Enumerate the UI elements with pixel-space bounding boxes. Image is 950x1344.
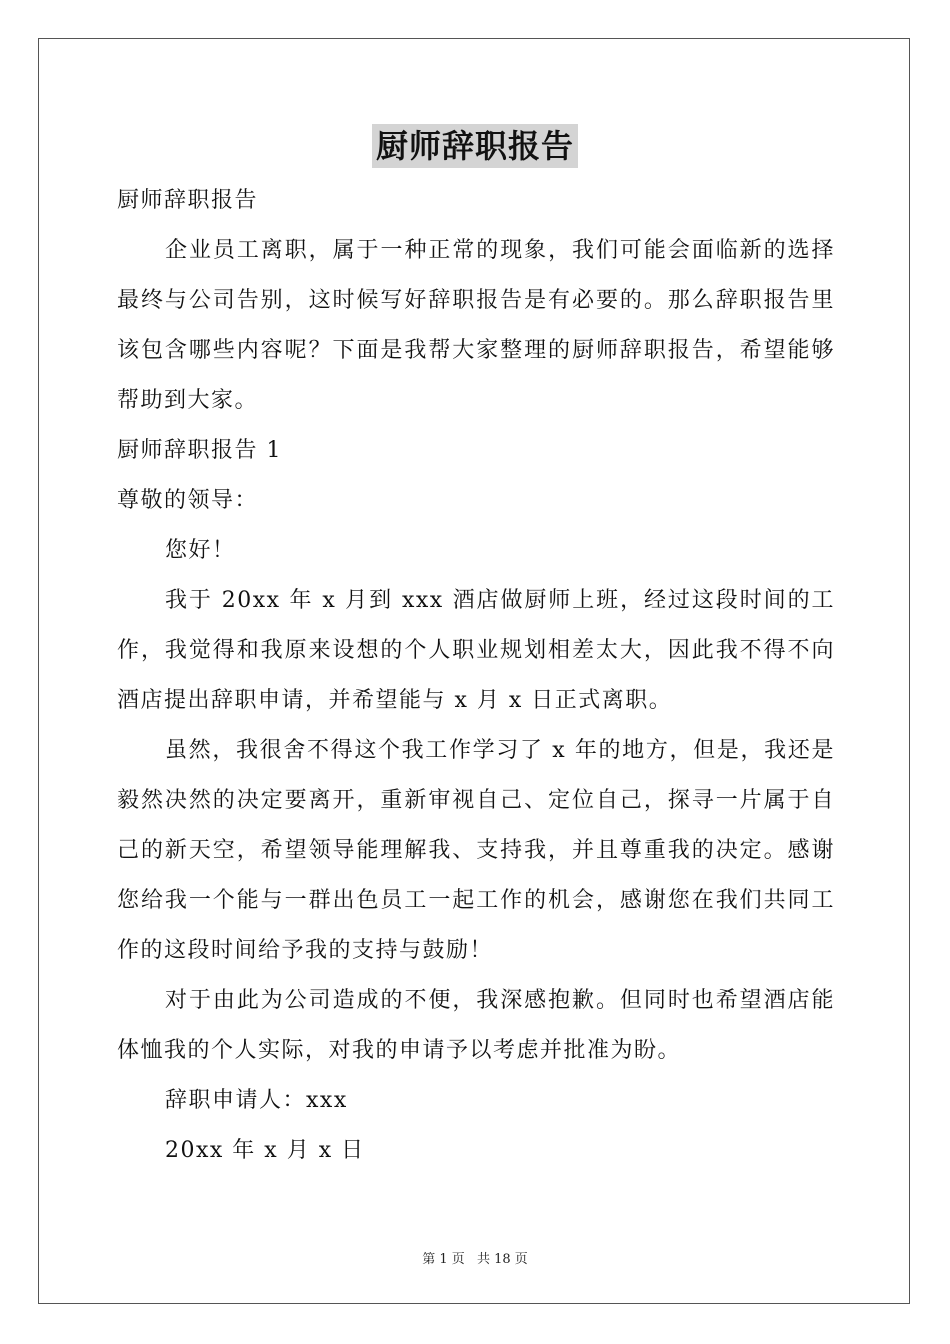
paragraph: 对于由此为公司造成的不便，我深感抱歉。但同时也希望酒店能体恤我的个人实际，对我的申请予以考虑并批准为盼。 bbox=[117, 988, 835, 1063]
paragraph: 辞职申请人：xxx bbox=[165, 1088, 348, 1113]
document-body bbox=[117, 176, 835, 1176]
paragraph: 厨师辞职报告 1 bbox=[117, 438, 282, 463]
paragraph: 企业员工离职，属于一种正常的现象，我们可能会面临新的选择最终与公司告别，这时候写好辞职报告是有必要的。那么辞职报告里该包含哪些内容呢？下面是我帮大家整理的厨师辞职报告，希望能够帮助到大家。 bbox=[117, 238, 835, 413]
paragraph: 20xx 年 x 月 x 日 bbox=[165, 1138, 365, 1163]
page-total: 共 18 页 bbox=[476, 1252, 528, 1267]
paragraph: 我于 20xx 年 x 月到 xxx 酒店做厨师上班，经过这段时间的工作，我觉得和我原来设想的个人职业规划相差太大，因此我不得不向酒店提出辞职申请，并希望能与 x 月 x 日正式离职。 bbox=[117, 588, 835, 713]
paragraph: 尊敬的领导： bbox=[117, 488, 259, 513]
paragraph: 厨师辞职报告 bbox=[117, 188, 259, 213]
paragraph: 虽然，我很舍不得这个我工作学习了 x 年的地方，但是，我还是毅然决然的决定要离开，重新审视自己、定位自己，探寻一片属于自己的新天空，希望领导能理解我、支持我，并且尊重我的决定。感谢您给我一个能与一群出色员工一起工作的机会，感谢您在我们共同工作的这段时间给予我的支持与鼓励！ bbox=[117, 738, 835, 963]
page-footer bbox=[0, 1248, 950, 1267]
page-number: 第 1 页 bbox=[422, 1252, 465, 1267]
document-title: 厨师辞职报告 bbox=[372, 124, 578, 168]
title-area bbox=[0, 124, 950, 168]
paragraph: 您好！ bbox=[165, 538, 236, 563]
